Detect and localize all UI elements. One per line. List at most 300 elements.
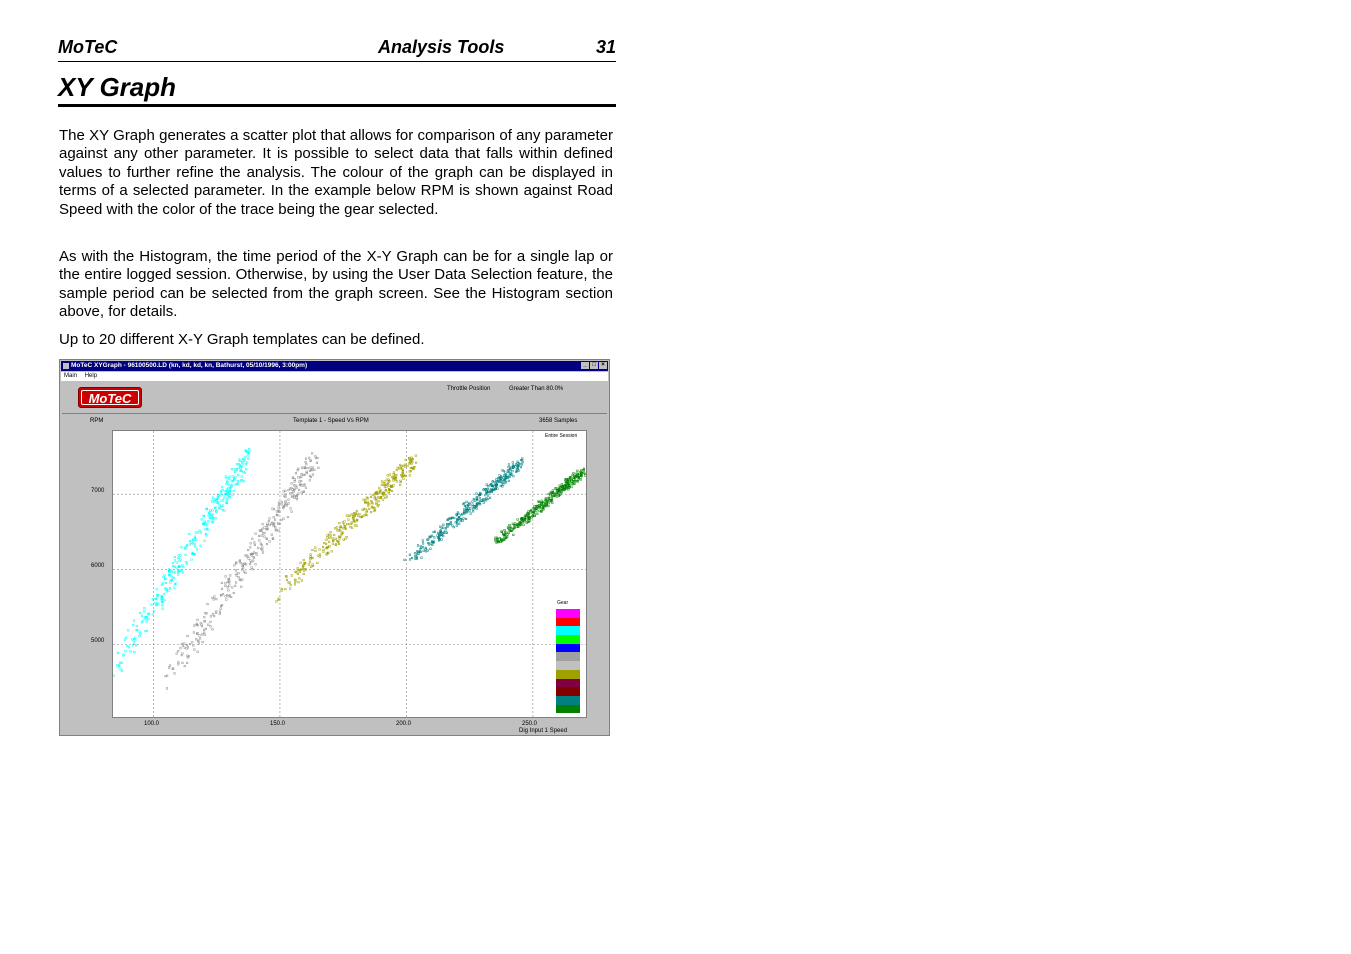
data-point [580,479,582,481]
data-point [349,515,351,517]
data-point [291,575,293,577]
data-point [328,541,330,543]
data-point [508,466,510,468]
data-point [479,497,481,499]
data-point [513,534,515,536]
data-point [329,545,331,547]
data-point [212,613,214,615]
data-point [220,595,222,597]
data-point [309,561,311,563]
data-point [419,549,421,551]
data-point [207,603,209,605]
data-point [297,468,299,470]
data-point [358,515,360,517]
data-point [248,458,250,460]
minimize-button[interactable]: _ [581,362,589,369]
data-point [221,500,223,502]
data-point [408,457,410,459]
data-point [381,484,383,486]
data-point [205,533,207,535]
data-point [174,560,176,562]
data-point [384,481,386,483]
data-point [326,539,328,541]
data-point [166,590,168,592]
data-point [342,532,344,534]
data-point [323,551,325,553]
data-point [397,467,399,469]
data-point [571,486,573,488]
data-point [247,556,249,558]
data-point [231,480,233,482]
data-point [225,476,227,478]
data-point [197,651,199,653]
data-point [198,643,200,645]
data-point [281,519,283,521]
data-point [238,572,240,574]
paragraph: The XY Graph generates a scatter plot that allows for comparison of any parameter against any other parameter. It is possible to select data that falls within defined values to further refine the analysis. The colour of the graph can be displayed in terms of a selected parameter. In the example below RPM is shown against Road Speed with the color of the trace being the gear selected. [59,127,613,218]
data-point [290,492,292,494]
data-point [211,521,213,523]
data-point [267,523,269,525]
data-point [241,462,243,464]
data-point [294,481,296,483]
data-point [249,563,251,565]
data-point [297,567,299,569]
data-point [415,462,417,464]
data-point [246,462,248,464]
x-axis-label: Dig Input 1 Speed [519,728,568,734]
data-point [222,489,224,491]
maximize-button[interactable]: □ [590,362,598,369]
data-point [186,544,188,546]
data-point [124,639,126,641]
data-point [303,565,305,567]
data-point [353,512,355,514]
data-point [234,585,236,587]
data-point [316,462,318,464]
data-point [174,583,176,585]
data-point [325,543,327,545]
data-point [374,507,376,509]
data-point [152,614,154,616]
data-point [164,599,166,601]
data-point [534,515,536,517]
data-point [234,471,236,473]
gear-1-series [113,448,250,676]
data-point [226,477,228,479]
data-point [342,522,344,524]
data-point [363,508,365,510]
data-point [222,500,224,502]
data-point [481,500,483,502]
data-point [289,588,291,590]
data-point [290,584,292,586]
data-point [168,667,170,669]
data-point [276,601,278,603]
data-point [153,611,155,613]
data-point [285,504,287,506]
data-point [352,516,354,518]
data-point [243,480,245,482]
data-point [162,608,164,610]
data-point [225,599,227,601]
data-point [262,533,264,535]
data-point [497,481,499,483]
data-point [211,501,213,503]
data-point [261,544,263,546]
data-point [302,567,304,569]
data-point [351,527,353,529]
data-point [422,543,424,545]
data-point [573,479,575,481]
data-point [433,531,435,533]
data-point [579,473,581,475]
data-point [522,461,524,463]
data-point [550,494,552,496]
data-point [169,587,171,589]
data-point [262,523,264,525]
data-point [528,511,530,513]
gear-legend [556,609,580,713]
data-point [228,590,230,592]
data-point [372,494,374,496]
data-point [164,578,166,580]
data-point [210,626,212,628]
data-point [399,484,401,486]
data-point [520,466,522,468]
data-point [301,467,303,469]
menu-help[interactable]: Help [84,373,98,379]
data-point [174,673,176,675]
data-point [223,497,225,499]
data-point [331,550,333,552]
data-point [151,604,153,606]
data-point [229,484,231,486]
data-point [135,644,137,646]
data-point [446,532,448,534]
data-point [187,657,189,659]
data-point [515,466,517,468]
data-point [539,510,541,512]
data-point [203,632,205,634]
data-point [441,539,443,541]
data-point [172,565,174,567]
data-point [339,538,341,540]
data-point [181,643,183,645]
data-point [200,622,202,624]
data-point [577,481,579,483]
data-point [165,582,167,584]
data-point [421,557,423,559]
data-point [230,596,232,598]
close-button[interactable]: × [599,362,607,369]
data-point [301,580,303,582]
data-point [507,471,509,473]
data-point [483,489,485,491]
data-point [384,486,386,488]
gear-4-series [404,458,524,561]
data-point [521,464,523,466]
data-point [378,500,380,502]
data-point [215,517,217,519]
data-point [558,493,560,495]
data-point [315,455,317,457]
data-point [139,635,141,637]
data-point [327,552,329,554]
data-point [194,539,196,541]
data-point [568,489,570,491]
data-point [117,665,119,667]
data-point [517,519,519,521]
data-point [197,619,199,621]
menu-bar [61,372,608,381]
data-point [286,579,288,581]
data-point [348,523,350,525]
data-point [134,637,136,639]
data-point [212,628,214,630]
data-point [215,612,217,614]
data-point [215,498,217,500]
data-point [315,547,317,549]
data-point [139,612,141,614]
data-point [269,518,271,520]
data-point [166,688,168,690]
data-point [304,484,306,486]
data-point [343,524,345,526]
data-point [297,573,299,575]
data-point [298,477,300,479]
data-point [224,510,226,512]
data-point [264,527,266,529]
data-point [296,487,298,489]
data-point [437,535,439,537]
data-point [163,593,165,595]
data-point [240,468,242,470]
data-point [460,518,462,520]
data-point [231,484,233,486]
data-point [377,505,379,507]
data-point [315,550,317,552]
data-point [212,497,214,499]
data-point [294,584,296,586]
data-point [319,554,321,556]
data-point [303,573,305,575]
data-point [530,510,532,512]
data-point [113,675,114,677]
data-point [548,505,550,507]
data-point [221,486,223,488]
data-point [130,651,132,653]
data-point [250,560,252,562]
data-point [310,566,312,568]
data-point [514,523,516,525]
data-point [308,457,310,459]
data-point [420,545,422,547]
data-point [221,588,223,590]
data-point [250,554,252,556]
data-point [285,500,287,502]
data-point [236,464,238,466]
data-point [382,499,384,501]
data-point [173,577,175,579]
data-point [219,613,221,615]
data-point [244,472,246,474]
data-point [243,571,245,573]
data-point [486,498,488,500]
data-point [186,644,188,646]
data-point [203,629,205,631]
data-point [174,587,176,589]
data-point [532,515,534,517]
data-point [353,520,355,522]
data-point [278,598,280,600]
data-point [203,515,205,517]
data-point [240,586,242,588]
data-point [366,511,368,513]
data-point [162,583,164,585]
data-point [255,552,257,554]
data-point [133,642,135,644]
data-point [404,464,406,466]
data-point [581,469,583,471]
data-point [487,488,489,490]
session-label: Entire Session [545,433,578,439]
data-point [204,540,206,542]
data-point [238,576,240,578]
data-point [294,479,296,481]
data-point [340,530,342,532]
data-point [301,485,303,487]
data-point [389,474,391,476]
sample-count: 3658 Samples [539,418,578,424]
data-point [204,521,206,523]
menu-main[interactable]: Main [64,373,78,379]
data-point [578,479,580,481]
data-point [132,624,134,626]
gear-3-series [276,455,417,602]
data-point [219,505,221,507]
data-point [221,494,223,496]
data-point [415,455,417,457]
data-point [556,496,558,498]
data-point [117,652,119,654]
data-point [512,470,514,472]
data-point [177,574,179,576]
window-controls [580,362,607,370]
data-point [212,597,214,599]
data-point [409,554,411,556]
data-point [291,496,293,498]
data-point [504,529,506,531]
data-point [548,493,550,495]
data-point [391,476,393,478]
data-point [278,530,280,532]
data-point [291,487,293,489]
data-point [473,498,475,500]
logo-text: MoTeC [81,390,139,405]
data-point [399,468,401,470]
data-point [297,569,299,571]
data-point [391,490,393,492]
data-point [266,543,268,545]
data-point [381,481,383,483]
data-point [229,476,231,478]
data-point [545,497,547,499]
data-point [293,491,295,493]
data-point [192,645,194,647]
data-point [383,483,385,485]
data-point [204,621,206,623]
data-point [346,536,348,538]
data-point [431,544,433,546]
data-point [277,523,279,525]
data-point [254,544,256,546]
data-point [356,510,358,512]
data-point [232,494,234,496]
data-point [499,537,501,539]
y-tick-label: 5000 [91,638,105,644]
data-point [458,523,460,525]
data-point [166,675,168,677]
data-point [393,472,395,474]
data-point [156,588,158,590]
data-point [330,535,332,537]
data-point [173,571,175,573]
data-point [367,502,369,504]
data-point [199,530,201,532]
data-point [225,490,227,492]
data-point [200,545,202,547]
data-point [299,477,301,479]
data-point [548,502,550,504]
data-point [489,484,491,486]
data-point [410,470,412,472]
data-point [484,494,486,496]
data-point [205,628,207,630]
data-point [235,582,237,584]
data-point [411,467,413,469]
data-point [191,542,193,544]
chart-title: Template 1 - Speed Vs RPM [293,418,369,424]
data-point [462,520,464,522]
data-point [194,536,196,538]
data-point [219,611,221,613]
data-point [523,524,525,526]
data-point [142,620,144,622]
data-point [350,526,352,528]
data-point [585,475,586,477]
data-point [161,599,163,601]
data-point [430,543,432,545]
data-point [185,561,187,563]
data-point [237,474,239,476]
data-point [194,649,196,651]
data-point [174,556,176,558]
data-point [312,564,314,566]
data-point [380,492,382,494]
data-point [468,502,470,504]
data-point [502,486,504,488]
data-point [483,502,485,504]
data-point [181,654,183,656]
data-point [294,495,296,497]
filter-condition: Greater Than 80.0% [509,386,564,392]
data-point [240,562,242,564]
data-point [298,581,300,583]
data-point [442,535,444,537]
data-point [195,638,197,640]
data-point [208,520,210,522]
